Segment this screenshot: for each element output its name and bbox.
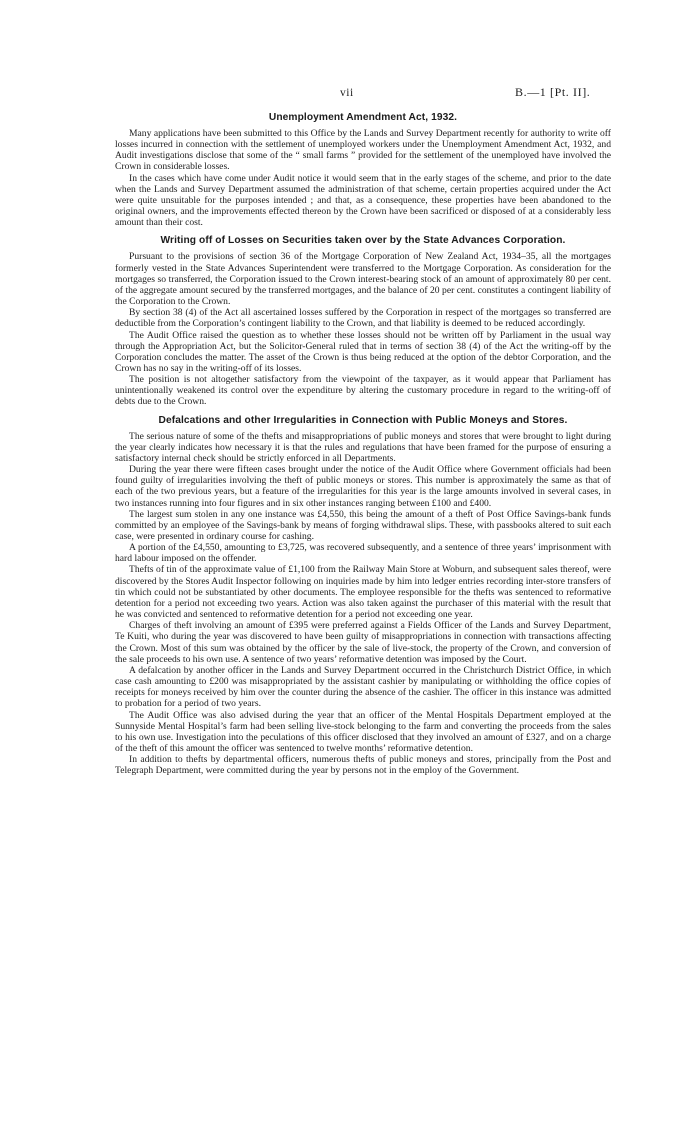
section-unemployment-amendment-act	[115, 112, 611, 228]
paragraph: During the year there were fifteen cases brought under the notice of the Audit Office where Government officials had been found guilty of irregularities involving the theft of public moneys or stores. This number is approximately the same as that of each of the two previous years, but a feature of the irregularities for this year is the large amounts involved in several cases, in two instances running into four figures and in six other instances ranging between £100 and £400.	[115, 464, 611, 509]
document-reference: B.—1 [Pt. II].	[515, 85, 591, 99]
paragraph: The largest sum stolen in any one instance was £4,550, this being the amount of a theft of Post Office Savings-bank funds committed by an employee of the Savings-bank by means of forging withdrawal slips. These, with passbooks altered to suit each case, were presented in ordinary course for cashing.	[115, 508, 611, 542]
paragraph: Many applications have been submitted to this Office by the Lands and Survey Department recently for authority to write off losses incurred in connection with the settlement of unemployed workers under the Unemployment Amendment Act, 1932, and Audit investigations disclose that some of the “ small farms ” provided for the settlement of the unemployed have involved the Crown in considerable losses.	[115, 128, 611, 173]
paragraph: The Audit Office was also advised during the year that an officer of the Mental Hospitals Department employed at the Sunnyside Mental Hospital’s farm had been selling live-stock belonging to the farm and converting the proceeds from the sales to his own use. Investigation into the peculations of this officer disclosed that they involved an amount of £327, and on a charge of the theft of this amount the officer was sentenced to twelve months’ reformative detention.	[115, 709, 611, 754]
paragraph: Charges of theft involving an amount of £395 were preferred against a Fields Officer of the Lands and Survey Department, Te Kuiti, who during the year was discovered to have been guilty of misappropriations in connection with transactions affecting the Crown. Most of this sum was obtained by the officer by the sale of live-stock, the property of the Crown, and conversion of the sale proceeds to his own use. A sentence of two years’ reformative detention was imposed by the Court.	[115, 620, 611, 665]
paragraph: A defalcation by another officer in the Lands and Survey Department occurred in the Christchurch District Office, in which case cash amounting to £200 was misappropriated by the assistant cashier by manipulating or withholding the office copies of receipts for moneys received by him over the counter during the absence of the cashier. The officer in this instance was admitted to probation for a period of two years.	[115, 664, 611, 710]
paragraph: The position is not altogether satisfactory from the viewpoint of the taxpayer, as it would appear that Parliament has unintentionally weakened its control over the expenditure by altering the customary procedure in regard to the writing-off of debts due to the Crown.	[115, 374, 611, 408]
paragraph: Pursuant to the provisions of section 36 of the Mortgage Corporation of New Zealand Act, 1934–35, all the mortgages formerly vested in the State Advances Superintendent were transferred to the Mortgage Corporation. As consideration for the mortgages so transferred, the Corporation issued to the Crown interest-bearing stock of an amount of approximately 80 per cent. of the aggregate amount secured by the transferred mortgages, and the balance of 20 per cent. constitutes a contingent liability of the Corporation to the Crown.	[115, 251, 611, 308]
section-heading: Defalcations and other Irregularities in Connection with Public Moneys and Stores.	[158, 414, 568, 426]
paragraph: In addition to thefts by departmental officers, numerous thefts of public moneys and stores, principally from the Post and Telegraph Department, were committed during the year by persons not in the employ of the Government.	[115, 754, 611, 777]
paragraph: The serious nature of some of the thefts and misappropriations of public moneys and stores that were brought to light during the year clearly indicates how necessary it is that the rules and regulations that have been framed for the purpose of ensuring a satisfactory internal check should be strictly enforced in all Departments.	[115, 430, 611, 464]
section-writing-off-losses	[115, 235, 611, 407]
paragraph: By section 38 (4) of the Act all ascertained losses suffered by the Corporation in respect of the mortgages so transferred are deductible from the Corporation’s contingent liability to the Crown, and that liability is deemed to be reduced accordingly.	[115, 307, 611, 330]
section-heading: Writing off of Losses on Securities taken over by the State Advances Corporation.	[160, 235, 566, 247]
paragraph: Thefts of tin of the approximate value of £1,100 from the Railway Main Store at Woburn, and subsequent sales thereof, were discovered by the Stores Audit Inspector following on inquiries made by him into ledger entries recording inter-store transfers of tin which could not be substantiated by other documents. The employee responsible for the thefts was sentenced to reformative detention for a period not exceeding two years. Action was also taken against the purchaser of this material with the result that he was convicted and sentenced to reformative detention for a period not exceeding one year.	[115, 564, 611, 621]
paragraph: In the cases which have come under Audit notice it would seem that in the early stages of the scheme, and prior to the date when the Lands and Survey Department assumed the administration of that scheme, certain properties acquired under the Act were quite unsuitable for the purposes intended ; and that, as a consequence, these properties have been abandoned to the original owners, and the improvements effected thereon by the Crown have been sacrificed or disposed of at a considerably less amount than their cost.	[115, 172, 611, 229]
page-number: vii	[340, 87, 354, 99]
paragraph: The Audit Office raised the question as to whether these losses should not be written off by Parliament in the usual way through the Appropriation Act, but the Solicitor-General ruled that in terms of section 38 (4) of the Act the writing-off by the Corporation concludes the matter. The asset of the Crown is thus being reduced at the option of the debtor Corporation, and the Crown has no say in the writing-off of its losses.	[115, 329, 611, 374]
section-heading: Unemployment Amendment Act, 1932.	[268, 112, 458, 123]
paragraph: A portion of the £4,550, amounting to £3,725, was recovered subsequently, and a sentence of three years’ imprisonment with hard labour imposed on the offender.	[115, 542, 611, 565]
section-defalcations	[115, 415, 611, 777]
page-body	[115, 112, 611, 783]
